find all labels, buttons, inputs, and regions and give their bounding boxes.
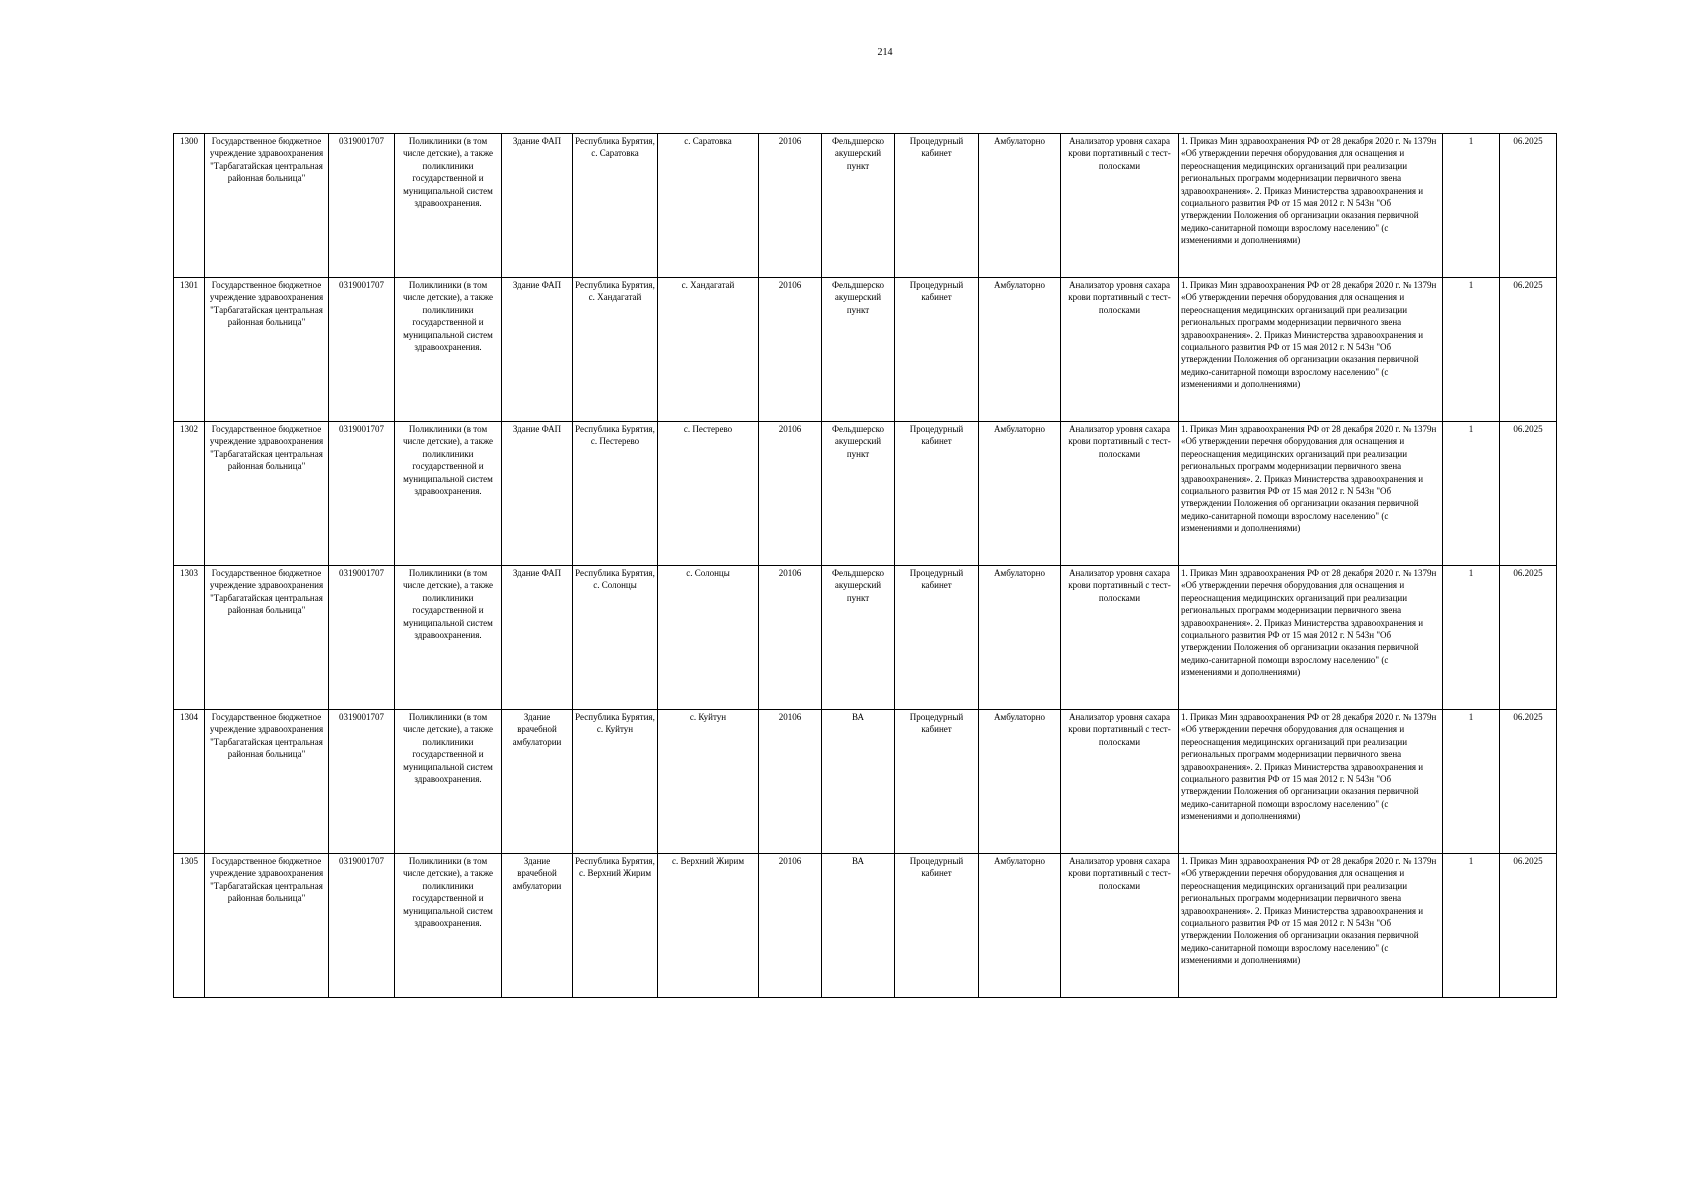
cell-equipment: Анализатор уровня сахара крови портативный с тест-полосками	[1061, 134, 1179, 278]
cell-qty: 1	[1443, 854, 1500, 998]
cell-basis: 1. Приказ Мин здравоохранения РФ от 28 декабря 2020 г. № 1379н «Об утверждении перечня оборудования для оснащения и переоснащения медицинских организаций при реализации региональных программ модернизации первичного звена здравоохранения». 2. Приказ Министерства здравоохранения и социального развития РФ от 15 мая 2012 г. N 543н "Об утверждении Положения об организации оказания первичной медико-санитарной помощи взрослому населению" (с изменениями и дополнениями)	[1179, 278, 1443, 422]
cell-org: Государственное бюджетное учреждение здравоохранения "Тарбагатайская центральная районная больница"	[205, 134, 329, 278]
equipment-table	[173, 133, 1557, 998]
cell-type: Поликлиники (в том числе детские), а также поликлиники государственной и муниципальной систем здравоохранения.	[395, 566, 502, 710]
cell-date: 06.2025	[1500, 134, 1557, 278]
cell-num: 1303	[174, 566, 205, 710]
cell-date: 06.2025	[1500, 278, 1557, 422]
cell-unit: Фельдшерско акушерский пункт	[822, 566, 895, 710]
cell-settlement: с. Саратовка	[658, 134, 759, 278]
cell-mode: Амбулаторно	[979, 134, 1061, 278]
cell-room: Процедурный кабинет	[895, 278, 979, 422]
cell-num: 1305	[174, 854, 205, 998]
cell-number: 20106	[759, 854, 822, 998]
cell-building: Здание врачебной амбулатории	[502, 710, 573, 854]
cell-region: Республика Бурятия, с. Хандагатай	[573, 278, 658, 422]
cell-org: Государственное бюджетное учреждение здравоохранения "Тарбагатайская центральная районная больница"	[205, 422, 329, 566]
cell-building: Здание ФАП	[502, 134, 573, 278]
cell-date: 06.2025	[1500, 422, 1557, 566]
cell-settlement: с. Хандагатай	[658, 278, 759, 422]
cell-region: Республика Бурятия, с. Саратовка	[573, 134, 658, 278]
cell-room: Процедурный кабинет	[895, 854, 979, 998]
cell-building: Здание врачебной амбулатории	[502, 854, 573, 998]
cell-num: 1304	[174, 710, 205, 854]
cell-code: 0319001707	[329, 854, 395, 998]
cell-qty: 1	[1443, 710, 1500, 854]
cell-code: 0319001707	[329, 422, 395, 566]
cell-basis: 1. Приказ Мин здравоохранения РФ от 28 декабря 2020 г. № 1379н «Об утверждении перечня оборудования для оснащения и переоснащения медицинских организаций при реализации региональных программ модернизации первичного звена здравоохранения». 2. Приказ Министерства здравоохранения и социального развития РФ от 15 мая 2012 г. N 543н "Об утверждении Положения об организации оказания первичной медико-санитарной помощи взрослому населению" (с изменениями и дополнениями)	[1179, 566, 1443, 710]
cell-type: Поликлиники (в том числе детские), а также поликлиники государственной и муниципальной систем здравоохранения.	[395, 854, 502, 998]
cell-num: 1302	[174, 422, 205, 566]
cell-code: 0319001707	[329, 134, 395, 278]
cell-building: Здание ФАП	[502, 566, 573, 710]
cell-date: 06.2025	[1500, 566, 1557, 710]
cell-building: Здание ФАП	[502, 422, 573, 566]
cell-region: Республика Бурятия, с. Пестерево	[573, 422, 658, 566]
cell-building: Здание ФАП	[502, 278, 573, 422]
cell-qty: 1	[1443, 278, 1500, 422]
cell-room: Процедурный кабинет	[895, 710, 979, 854]
cell-room: Процедурный кабинет	[895, 566, 979, 710]
cell-qty: 1	[1443, 134, 1500, 278]
cell-settlement: с. Пестерево	[658, 422, 759, 566]
table-row	[174, 566, 1557, 710]
cell-room: Процедурный кабинет	[895, 422, 979, 566]
cell-basis: 1. Приказ Мин здравоохранения РФ от 28 декабря 2020 г. № 1379н «Об утверждении перечня оборудования для оснащения и переоснащения медицинских организаций при реализации региональных программ модернизации первичного звена здравоохранения». 2. Приказ Министерства здравоохранения и социального развития РФ от 15 мая 2012 г. N 543н "Об утверждении Положения об организации оказания первичной медико-санитарной помощи взрослому населению" (с изменениями и дополнениями)	[1179, 710, 1443, 854]
table-row	[174, 710, 1557, 854]
cell-room: Процедурный кабинет	[895, 134, 979, 278]
cell-mode: Амбулаторно	[979, 566, 1061, 710]
cell-basis: 1. Приказ Мин здравоохранения РФ от 28 декабря 2020 г. № 1379н «Об утверждении перечня оборудования для оснащения и переоснащения медицинских организаций при реализации региональных программ модернизации первичного звена здравоохранения». 2. Приказ Министерства здравоохранения и социального развития РФ от 15 мая 2012 г. N 543н "Об утверждении Положения об организации оказания первичной медико-санитарной помощи взрослому населению" (с изменениями и дополнениями)	[1179, 422, 1443, 566]
cell-code: 0319001707	[329, 566, 395, 710]
cell-mode: Амбулаторно	[979, 422, 1061, 566]
cell-unit: Фельдшерско акушерский пункт	[822, 422, 895, 566]
cell-date: 06.2025	[1500, 854, 1557, 998]
cell-num: 1301	[174, 278, 205, 422]
cell-type: Поликлиники (в том числе детские), а также поликлиники государственной и муниципальной систем здравоохранения.	[395, 710, 502, 854]
cell-org: Государственное бюджетное учреждение здравоохранения "Тарбагатайская центральная районная больница"	[205, 566, 329, 710]
cell-equipment: Анализатор уровня сахара крови портативный с тест-полосками	[1061, 422, 1179, 566]
cell-region: Республика Бурятия, с. Верхний Жирим	[573, 854, 658, 998]
cell-type: Поликлиники (в том числе детские), а также поликлиники государственной и муниципальной систем здравоохранения.	[395, 134, 502, 278]
cell-qty: 1	[1443, 422, 1500, 566]
cell-org: Государственное бюджетное учреждение здравоохранения "Тарбагатайская центральная районная больница"	[205, 278, 329, 422]
cell-mode: Амбулаторно	[979, 854, 1061, 998]
cell-org: Государственное бюджетное учреждение здравоохранения "Тарбагатайская центральная районная больница"	[205, 854, 329, 998]
cell-region: Республика Бурятия, с. Солонцы	[573, 566, 658, 710]
cell-date: 06.2025	[1500, 710, 1557, 854]
cell-unit: Фельдшерско акушерский пункт	[822, 134, 895, 278]
cell-unit: ВА	[822, 710, 895, 854]
cell-number: 20106	[759, 278, 822, 422]
table-row	[174, 854, 1557, 998]
table-row	[174, 134, 1557, 278]
cell-equipment: Анализатор уровня сахара крови портативный с тест-полосками	[1061, 278, 1179, 422]
cell-settlement: с. Куйтун	[658, 710, 759, 854]
cell-org: Государственное бюджетное учреждение здравоохранения "Тарбагатайская центральная районная больница"	[205, 710, 329, 854]
cell-unit: Фельдшерско акушерский пункт	[822, 278, 895, 422]
cell-settlement: с. Солонцы	[658, 566, 759, 710]
cell-code: 0319001707	[329, 710, 395, 854]
cell-num: 1300	[174, 134, 205, 278]
cell-type: Поликлиники (в том числе детские), а также поликлиники государственной и муниципальной систем здравоохранения.	[395, 278, 502, 422]
cell-number: 20106	[759, 134, 822, 278]
cell-qty: 1	[1443, 566, 1500, 710]
cell-mode: Амбулаторно	[979, 710, 1061, 854]
page-number: 214	[877, 47, 893, 58]
cell-region: Республика Бурятия, с. Куйтун	[573, 710, 658, 854]
cell-number: 20106	[759, 422, 822, 566]
cell-equipment: Анализатор уровня сахара крови портативный с тест-полосками	[1061, 854, 1179, 998]
table-row	[174, 422, 1557, 566]
cell-equipment: Анализатор уровня сахара крови портативный с тест-полосками	[1061, 710, 1179, 854]
cell-basis: 1. Приказ Мин здравоохранения РФ от 28 декабря 2020 г. № 1379н «Об утверждении перечня оборудования для оснащения и переоснащения медицинских организаций при реализации региональных программ модернизации первичного звена здравоохранения». 2. Приказ Министерства здравоохранения и социального развития РФ от 15 мая 2012 г. N 543н "Об утверждении Положения об организации оказания первичной медико-санитарной помощи взрослому населению" (с изменениями и дополнениями)	[1179, 134, 1443, 278]
cell-code: 0319001707	[329, 278, 395, 422]
cell-number: 20106	[759, 566, 822, 710]
cell-equipment: Анализатор уровня сахара крови портативный с тест-полосками	[1061, 566, 1179, 710]
cell-unit: ВА	[822, 854, 895, 998]
cell-type: Поликлиники (в том числе детские), а также поликлиники государственной и муниципальной систем здравоохранения.	[395, 422, 502, 566]
cell-basis: 1. Приказ Мин здравоохранения РФ от 28 декабря 2020 г. № 1379н «Об утверждении перечня оборудования для оснащения и переоснащения медицинских организаций при реализации региональных программ модернизации первичного звена здравоохранения». 2. Приказ Министерства здравоохранения и социального развития РФ от 15 мая 2012 г. N 543н "Об утверждении Положения об организации оказания первичной медико-санитарной помощи взрослому населению" (с изменениями и дополнениями)	[1179, 854, 1443, 998]
cell-number: 20106	[759, 710, 822, 854]
cell-mode: Амбулаторно	[979, 278, 1061, 422]
cell-settlement: с. Верхний Жирим	[658, 854, 759, 998]
table-row	[174, 278, 1557, 422]
